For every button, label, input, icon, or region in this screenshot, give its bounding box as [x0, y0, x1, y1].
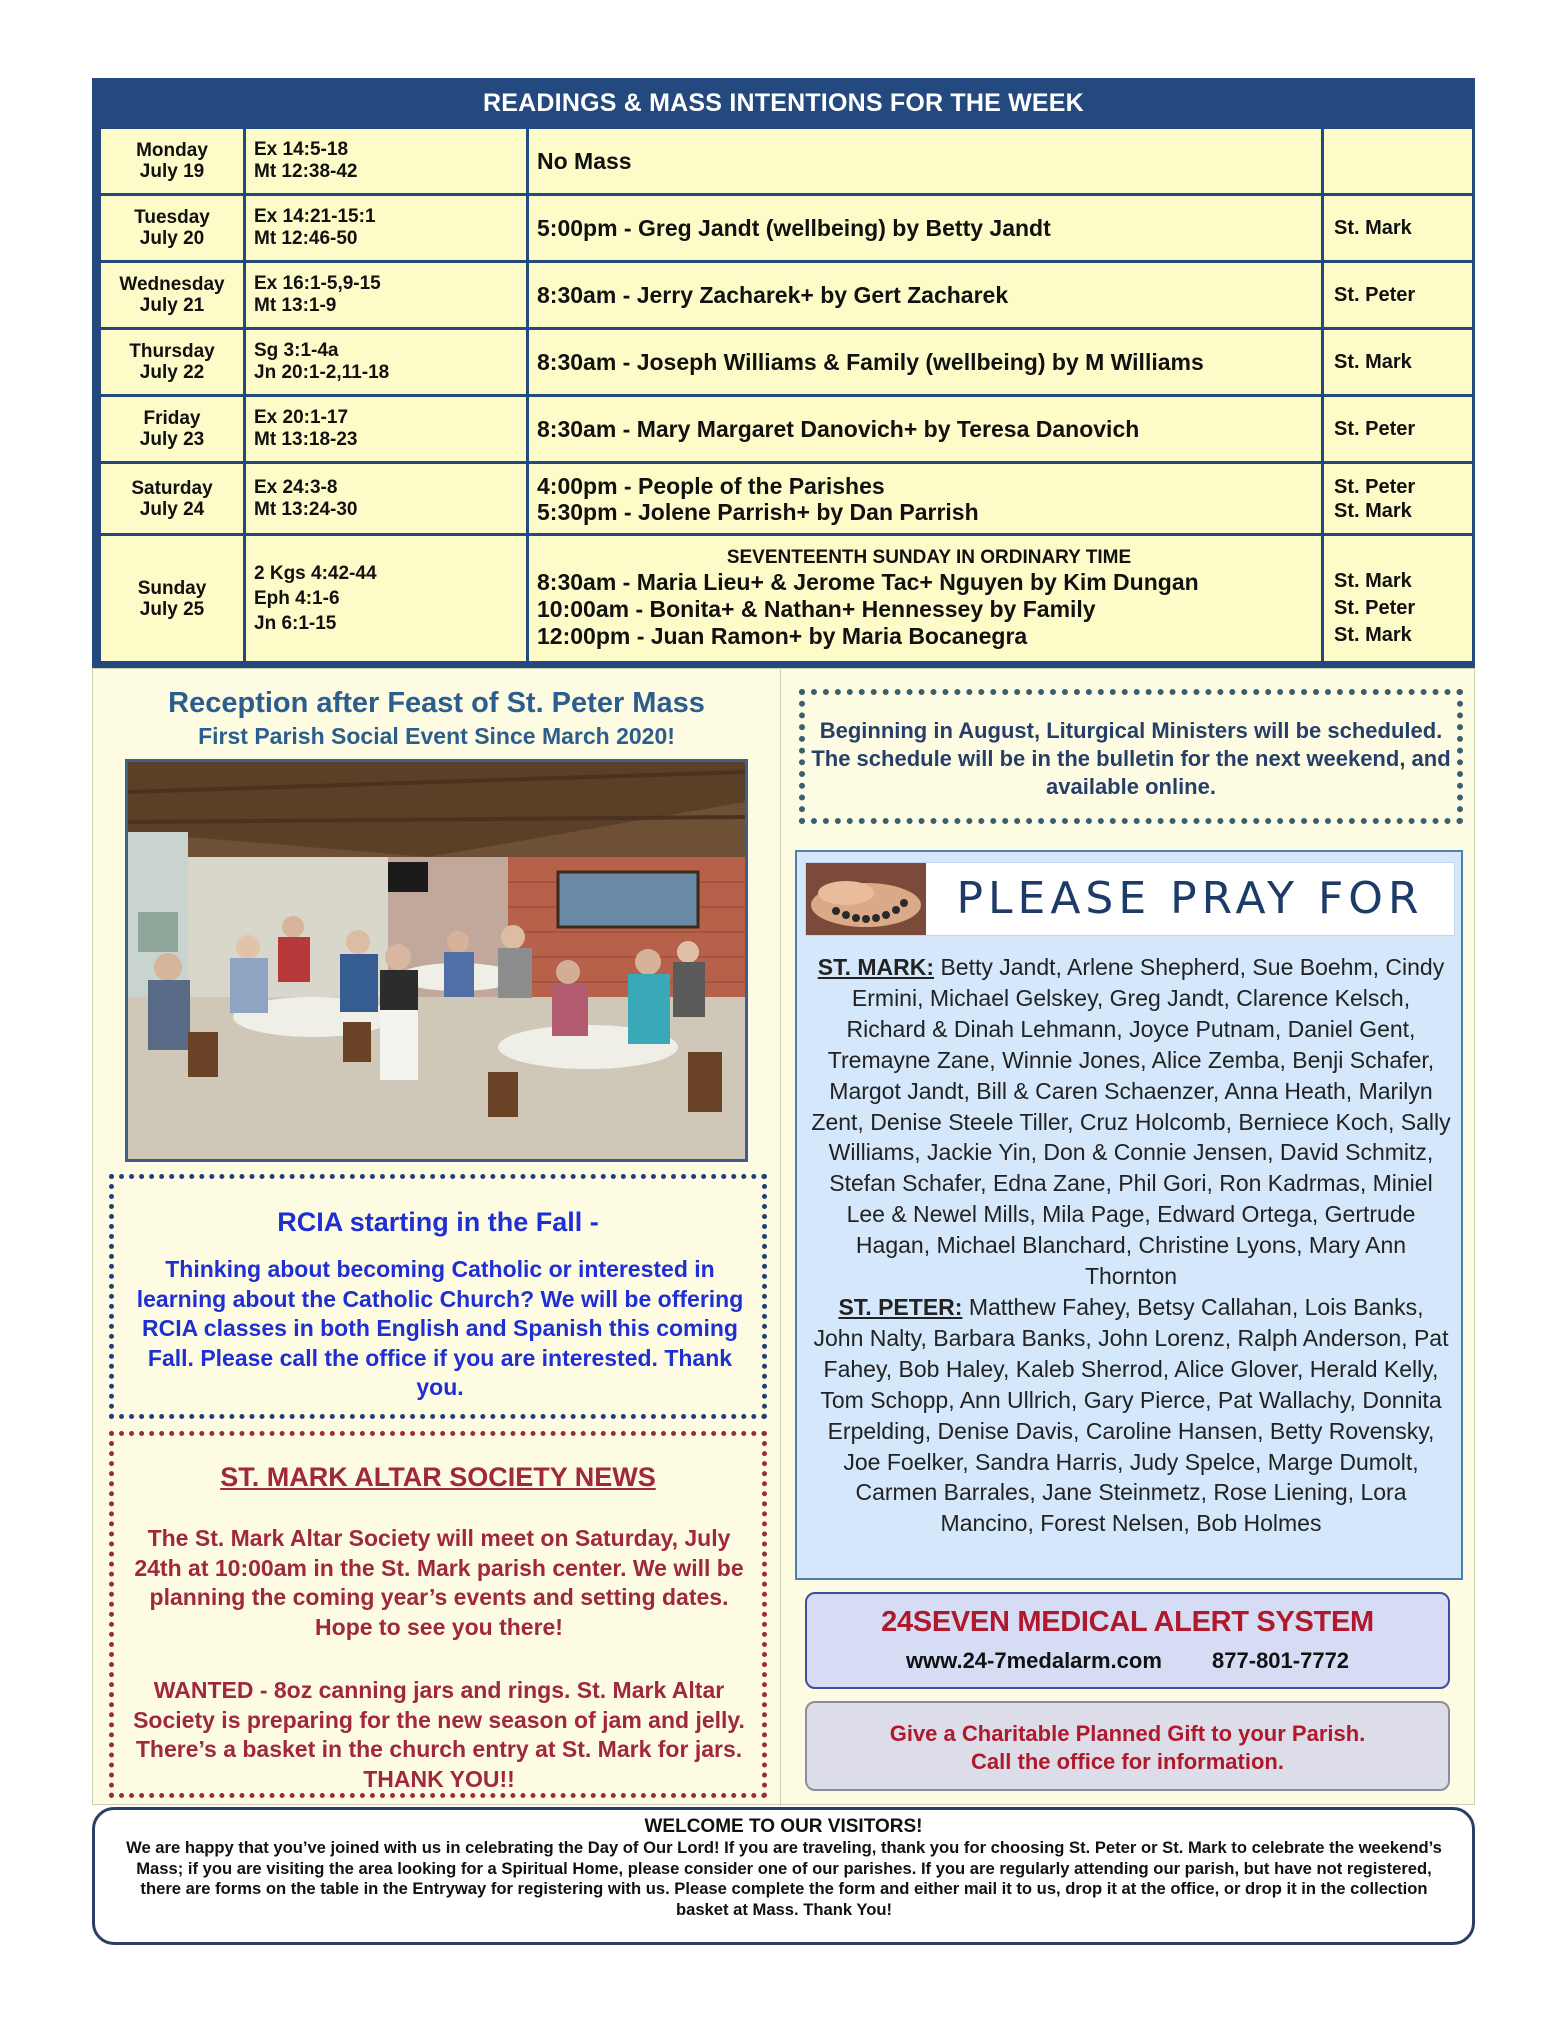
praying-hands-rosary-icon — [806, 863, 926, 936]
location-cell: St. Peter — [1323, 396, 1474, 463]
medical-alert-title: 24SEVEN MEDICAL ALERT SYSTEM — [881, 1606, 1374, 1638]
reception-title: Reception after Feast of St. Peter Mass — [168, 687, 705, 719]
reception-subtitle: First Parish Social Event Since March 2020! — [198, 723, 675, 749]
medical-alert-ad — [805, 1592, 1450, 1689]
sunday-heading: SEVENTEENTH SUNDAY IN ORDINARY TIME — [726, 547, 1132, 568]
day-cell: Wednesday July 21 — [100, 262, 245, 329]
intention-cell: No Mass — [528, 128, 1323, 195]
medical-alert-phone: 877-801-7772 — [1212, 1648, 1350, 1673]
st-mark-label: ST. MARK: — [817, 954, 935, 980]
readings-cell: Ex 16:1-5,9-15 Mt 13:1-9 — [245, 262, 528, 329]
prayer-list — [811, 952, 1451, 1539]
readings-cell: Ex 20:1-17 Mt 13:18-23 — [245, 396, 528, 463]
st-peter-label: ST. PETER: — [838, 1293, 963, 1320]
readings-cell: 2 Kgs 4:42-44 Eph 4:1-6 Jn 6:1-15 — [245, 535, 528, 663]
intention-cell: SEVENTEENTH SUNDAY IN ORDINARY TIME 8:30am - Maria Lieu+ & Jerome Tac+ Nguyen by Kim Dungan 10:00am - Bonita+ & Nathan+ Hennessey by Family 12:00pm - Juan Ramon+ by Maria Bocanegra — [528, 535, 1323, 663]
rcia-title: RCIA starting in the Fall - — [277, 1207, 599, 1237]
location-cell: St. Peter St. Mark — [1323, 463, 1474, 535]
welcome-title: WELCOME TO OUR VISITORS! — [644, 1816, 923, 1837]
readings-cell: Ex 14:5-18 Mt 12:38-42 — [245, 128, 528, 195]
liturgical-ministers-text: Beginning in August, Liturgical Ministers will be scheduled. The schedule will be in the bulletin for the next weekend, and available online. — [811, 718, 1451, 799]
location-cell — [1323, 128, 1474, 195]
planned-gift-text: Give a Charitable Planned Gift to your Parish. Call the office for information. — [889, 1721, 1366, 1774]
location-cell: St. Mark St. Peter St. Mark — [1323, 535, 1474, 663]
intention-cell: 8:30am - Joseph Williams & Family (wellbeing) by M Williams — [528, 329, 1323, 396]
day-cell: Friday July 23 — [100, 396, 245, 463]
table-row — [100, 463, 1474, 535]
medical-alert-contact — [807, 1648, 1448, 1674]
day-cell: Tuesday July 20 — [100, 195, 245, 262]
table-row — [100, 262, 1474, 329]
pray-banner — [805, 862, 1455, 936]
st-mark-names: Betty Jandt, Arlene Shepherd, Sue Boehm, Cindy Ermini, Michael Gelskey, Greg Jandt, Clarence Kelsch, Richard & Dinah Lehmann, Joyce Putnam, Daniel Gent, Tremayne Zane, Winnie Jones, Alice Zemba, Benji Schafer, Margot Jandt, Bill & Caren Schaenzer, Anna Heath, Marilyn Zent, Denise Steele Tiller, Cruz Holcomb, Berniece Koch, Sally Williams, Jackie Yin, Don & Connie Jensen, David Schmitz, Stefan Schafer, Edna Zane, Phil Gori, Ron Kadrmas, Miniel Lee & Newel Mills, Mila Page, Edward Ortega, Gertrude Hagan, Michael Blanchard, Christine Lyons, Mary Ann Thornton — [811, 954, 1451, 1290]
readings-table — [98, 126, 1475, 664]
please-pray-for-box — [795, 850, 1463, 1580]
medical-alert-website[interactable]: www.24-7medalarm.com — [905, 1648, 1162, 1673]
readings-section — [92, 78, 1475, 668]
liturgical-ministers-box — [799, 689, 1463, 824]
reception-photo — [125, 759, 748, 1162]
reception-photo-illustration — [128, 762, 745, 1159]
altar-society-wanted: WANTED - 8oz canning jars and rings. St. Mark Altar Society is preparing for the new season of jam and jelly. There’s a basket in the church entry at St. Mark for jars. THANK YOU!! — [133, 1677, 745, 1792]
day-cell: Saturday July 24 — [100, 463, 245, 535]
location-cell: St. Mark — [1323, 329, 1474, 396]
day-cell: Thursday July 22 — [100, 329, 245, 396]
st-peter-names: Matthew Fahey, Betsy Callahan, Lois Banks, John Nalty, Barbara Banks, John Lorenz, Ralph Anderson, Pat Fahey, Bob Haley, Kaleb Sherrod, Alice Glover, Herald Kelly, Tom Schopp, Ann Ullrich, Gary Pierce, Pat Wallachy, Donnita Erpelding, Denise Davis, Caroline Hansen, Betty Rovensky, Joe Foelker, Sandra Harris, Judy Spelce, Marge Dumolt, Carmen Barrales, Jane Steinmetz, Rose Liening, Lora Mancino, Forest Nelsen, Bob Holmes — [813, 1293, 1449, 1537]
location-cell: St. Peter — [1323, 262, 1474, 329]
day-cell: Monday July 19 — [100, 128, 245, 195]
readings-cell: Ex 14:21-15:1 Mt 12:46-50 — [245, 195, 528, 262]
intention-cell: 4:00pm - People of the Parishes 5:30pm - Jolene Parrish+ by Dan Parrish — [528, 463, 1323, 535]
please-pray-for-title: PLEASE PRAY FOR — [956, 873, 1424, 924]
altar-society-box — [109, 1431, 767, 1798]
readings-cell: Ex 24:3-8 Mt 13:24-30 — [245, 463, 528, 535]
column-divider — [780, 669, 781, 1806]
table-row — [100, 535, 1474, 663]
intention-cell: 8:30am - Jerry Zacharek+ by Gert Zacharek — [528, 262, 1323, 329]
altar-society-title: ST. MARK ALTAR SOCIETY NEWS — [220, 1462, 656, 1492]
planned-gift-box — [805, 1701, 1450, 1791]
welcome-body: We are happy that you’ve joined with us in celebrating the Day of Our Lord! If you are traveling, thank you for choosing St. Peter or St. Mark to celebrate the weekend’s Mass; if you are visiting the area looking for a Spiritual Home, please consider one of our parishes. If you are regularly attending our parish, but have not registered, there are forms on the table in the Entryway for registering with us. Please complete the form and either mail it to us, drop it at the office, or drop it in the collection basket at Mass. Thank You! — [126, 1838, 1442, 1919]
rcia-box — [109, 1174, 767, 1419]
readings-cell: Sg 3:1-4a Jn 20:1-2,11-18 — [245, 329, 528, 396]
day-cell: Sunday July 25 — [100, 535, 245, 663]
location-cell: St. Mark — [1323, 195, 1474, 262]
rcia-body: Thinking about becoming Catholic or interested in learning about the Catholic Church? We will be offering RCIA classes in both English and Spanish this coming Fall. Please call the office if you are interested. Thank you. — [136, 1256, 744, 1400]
intention-cell: 8:30am - Mary Margaret Danovich+ by Teresa Danovich — [528, 396, 1323, 463]
altar-society-meeting: The St. Mark Altar Society will meet on Saturday, July 24th at 10:00am in the St. Mark parish center. We will be planning the coming year’s events and setting dates. Hope to see you there! — [134, 1525, 744, 1640]
readings-title: READINGS & MASS INTENTIONS FOR THE WEEK — [483, 89, 1084, 117]
table-row — [100, 128, 1474, 195]
table-row — [100, 396, 1474, 463]
thank-you-emphasis: THANK YOU!! — [363, 1765, 515, 1792]
intention-cell: 5:00pm - Greg Jandt (wellbeing) by Betty Jandt — [528, 195, 1323, 262]
welcome-visitors-box — [92, 1807, 1475, 1945]
middle-section — [92, 668, 1475, 1805]
table-row — [100, 195, 1474, 262]
table-row — [100, 329, 1474, 396]
